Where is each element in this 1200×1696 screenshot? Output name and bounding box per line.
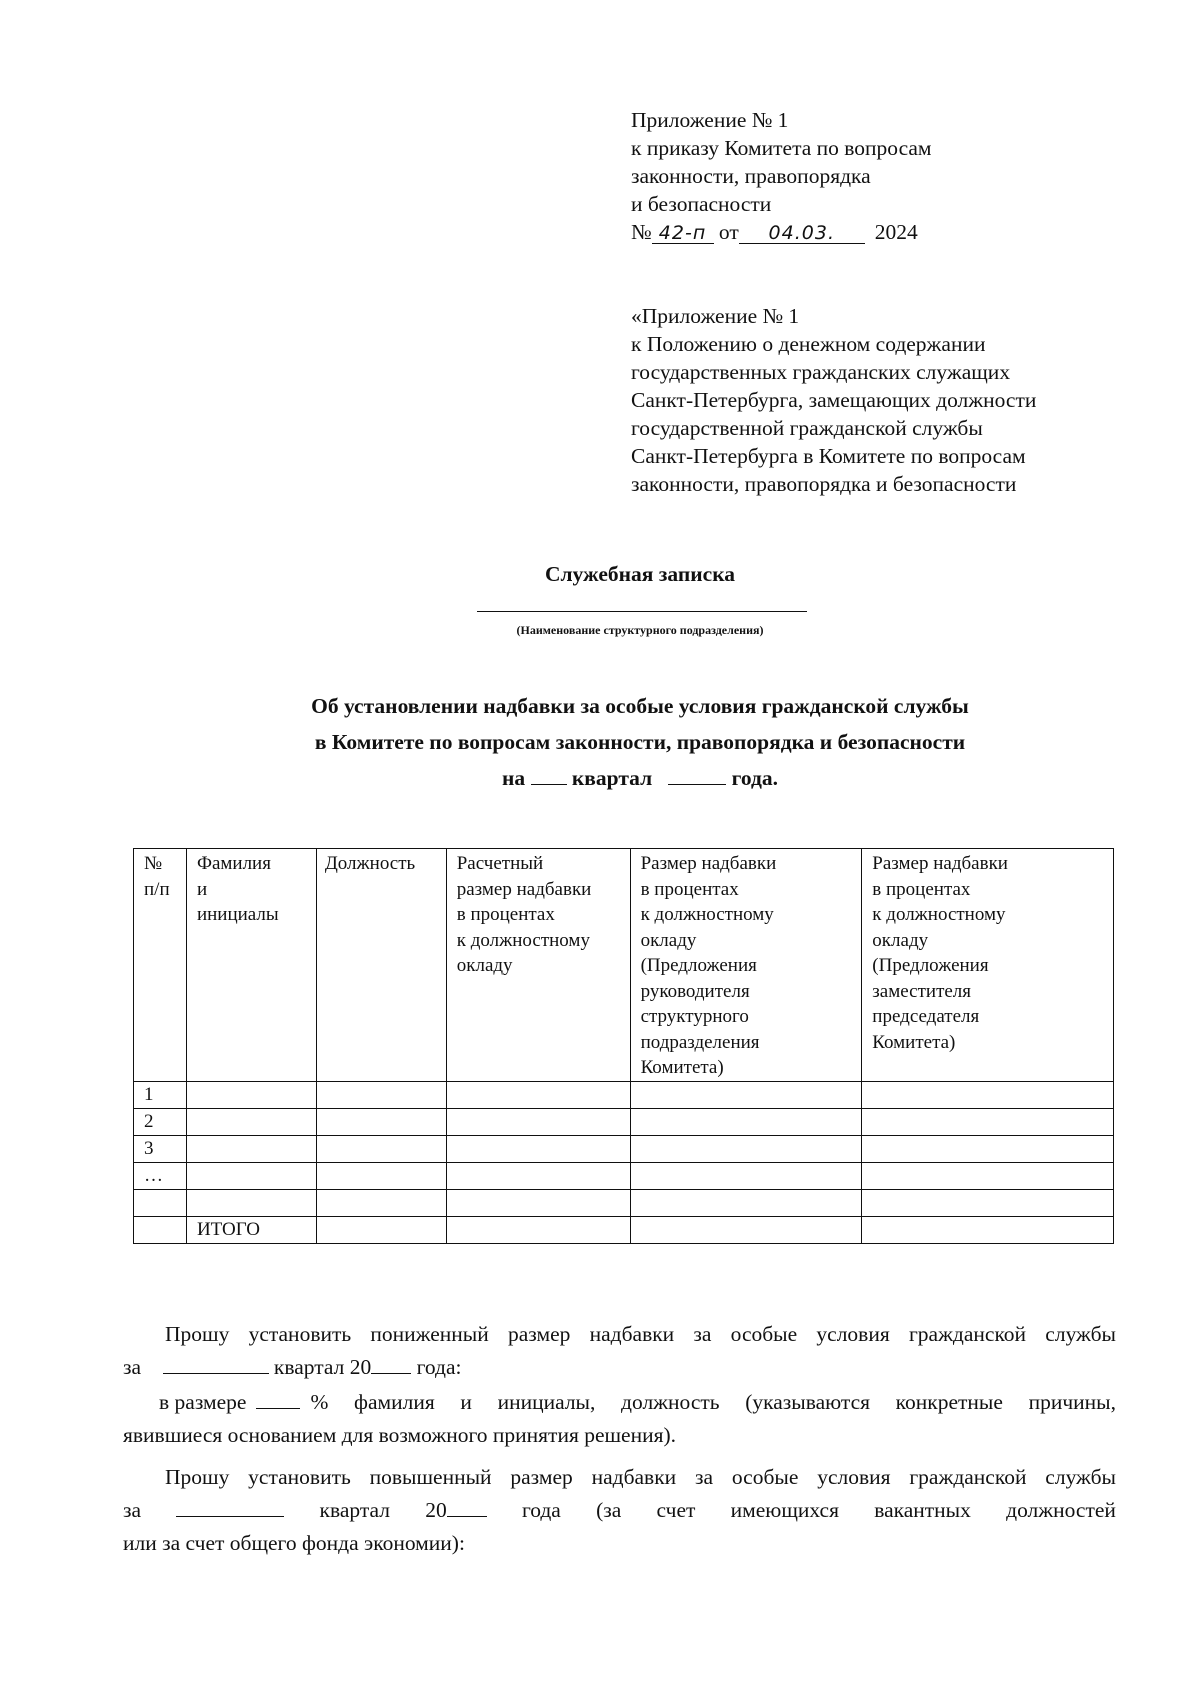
table-cell [186, 1108, 316, 1135]
header-fullname [186, 849, 316, 1082]
word: года [521, 1498, 561, 1522]
heading-quarter: квартал [571, 766, 653, 790]
table-cell [630, 1189, 862, 1216]
header-number [134, 849, 187, 1082]
table-cell [630, 1081, 862, 1108]
paragraph-line: или за счет общего фонда экономии): [123, 1531, 465, 1555]
appendix-regulation-line: Санкт-Петербурга в Комитете по вопросам [631, 444, 1026, 468]
appendix-regulation-line: законности, правопорядка и безопасности [631, 472, 1017, 496]
table-cell [862, 1216, 1114, 1243]
header-text: Комитета) [872, 1031, 956, 1053]
paragraph-increased [123, 1461, 1116, 1560]
memo-title: Служебная записка [544, 562, 736, 586]
header-text: в процентах [456, 904, 555, 925]
header-text: Должность [324, 853, 416, 874]
header-text: окладу [872, 929, 929, 951]
table-cell [446, 1081, 630, 1108]
table-cell [446, 1162, 630, 1189]
text-amount: в размере [159, 1390, 247, 1414]
appendix-order-line: и безопасности [631, 192, 772, 216]
table-cell [316, 1216, 446, 1243]
year-blank [668, 766, 726, 785]
table-cell: 2 [134, 1108, 187, 1135]
table-cell [186, 1081, 316, 1108]
table-cell [446, 1108, 630, 1135]
word: счет [656, 1498, 696, 1522]
table-cell [186, 1162, 316, 1189]
memo-heading-period [0, 760, 1200, 796]
table-row [134, 1081, 1114, 1108]
header-text: подразделения [640, 1031, 760, 1053]
table-cell [862, 1081, 1114, 1108]
header-text: к должностному [456, 929, 590, 951]
header-text: Комитета) [640, 1057, 724, 1078]
order-year: 2024 [874, 220, 918, 244]
word: за [123, 1498, 142, 1522]
header-text: размер надбавки [456, 878, 592, 900]
handwritten-order-number: 42-п [652, 223, 714, 244]
table-cell: 3 [134, 1135, 187, 1162]
table-cell [630, 1216, 862, 1243]
word: имеющихся [730, 1498, 839, 1522]
paragraph-line [123, 1386, 1116, 1419]
quarter-blank [176, 1498, 284, 1517]
year-field [425, 1494, 487, 1527]
table-cell: … [134, 1162, 187, 1189]
order-number-line [631, 218, 1131, 246]
table-cell [134, 1216, 187, 1243]
paragraph-decreased [123, 1318, 1116, 1384]
header-text: (Предложения [640, 955, 757, 976]
header-text: структурного [640, 1006, 749, 1027]
unit-name-blank [477, 611, 807, 612]
header-text: к должностному [640, 904, 774, 925]
table-row [134, 1162, 1114, 1189]
appendix-regulation-line: к Положению о денежном содержании [631, 332, 986, 356]
table-cell [446, 1135, 630, 1162]
heading-on: на [502, 766, 526, 790]
allowance-table [133, 848, 1114, 1244]
header-text: (Предложения [872, 955, 989, 976]
year-blank [447, 1498, 487, 1517]
text-quarter: квартал 20 [273, 1355, 372, 1379]
paragraph-line [123, 1494, 1116, 1527]
appendix-regulation-line: Санкт-Петербурга, замещающих должности [631, 388, 1037, 412]
appendix-regulation-line: государственных гражданских служащих [631, 360, 1011, 384]
header-position [316, 849, 446, 1082]
appendix-order-line: к приказу Комитета по вопросам [631, 136, 932, 160]
table-cell [862, 1162, 1114, 1189]
table-row [134, 1135, 1114, 1162]
handwritten-order-date: 04.03. [739, 223, 865, 244]
date-prefix: от [718, 220, 739, 244]
paragraph-line: явившиеся основанием для возможного принятия решения). [123, 1423, 677, 1447]
text-za: за [123, 1355, 142, 1379]
total-label: ИТОГО [186, 1216, 316, 1243]
header-text: Размер надбавки [640, 853, 777, 874]
table-cell [186, 1189, 316, 1216]
header-text: руководителя [640, 980, 750, 1002]
table-cell [134, 1189, 187, 1216]
header-text: председателя [872, 1006, 980, 1027]
appendix-order-line: Приложение № 1 [631, 108, 789, 132]
header-deputy-proposal [862, 849, 1114, 1082]
year-blank [371, 1355, 411, 1374]
number-prefix: № [631, 220, 652, 244]
text-reasons: % фамилия и инициалы, должность (указываются конкретные причины, [310, 1390, 1116, 1414]
header-text: в процентах [640, 878, 739, 900]
table-cell [316, 1162, 446, 1189]
paragraph-line: Прошу установить пониженный размер надбавки за особые условия гражданской службы [165, 1322, 1116, 1346]
word: должностей [1006, 1498, 1116, 1522]
header-text: к должностному [872, 904, 1006, 925]
table-cell [630, 1162, 862, 1189]
table-cell [630, 1135, 862, 1162]
table-cell [186, 1135, 316, 1162]
table-row [134, 1189, 1114, 1216]
percent-blank [256, 1390, 300, 1409]
header-text: окладу [640, 929, 697, 951]
header-text: инициалы [196, 904, 279, 925]
table-header-row [134, 849, 1114, 1082]
header-text: № [144, 853, 163, 874]
header-text: заместителя [872, 980, 972, 1002]
appendix-regulation-line: государственной гражданской службы [631, 416, 983, 440]
paragraph-amount [123, 1386, 1116, 1452]
table-cell [862, 1135, 1114, 1162]
table-total-row [134, 1216, 1114, 1243]
memo-heading-line: Об установлении надбавки за особые условия гражданской службы [311, 694, 969, 718]
table-cell [316, 1135, 446, 1162]
unit-name-caption: (Наименование структурного подразделения) [516, 623, 764, 637]
word: вакантных [874, 1498, 971, 1522]
table-cell [630, 1108, 862, 1135]
appendix-order-block [631, 106, 1131, 246]
header-calculated-size [446, 849, 630, 1082]
header-text: в процентах [872, 878, 971, 900]
heading-year: года. [731, 766, 778, 790]
memo-heading [0, 688, 1200, 796]
table-cell [446, 1216, 630, 1243]
header-text: п/п [144, 878, 170, 900]
table-cell [316, 1081, 446, 1108]
quarter-blank [163, 1355, 269, 1374]
quarter-blank [531, 766, 567, 785]
paragraph-line [123, 1351, 1116, 1384]
word: (за [596, 1498, 622, 1522]
table-cell [862, 1108, 1114, 1135]
table-cell [446, 1189, 630, 1216]
appendix-regulation-line: «Приложение № 1 [631, 304, 800, 328]
memo-heading-line: в Комитете по вопросам законности, правопорядка и безопасности [314, 730, 966, 754]
word: квартал [319, 1498, 390, 1522]
table-cell [316, 1108, 446, 1135]
header-text: Фамилия [196, 853, 271, 874]
table-cell: 1 [134, 1081, 187, 1108]
appendix-regulation-block [631, 302, 1131, 498]
header-head-proposal [630, 849, 862, 1082]
table-row [134, 1108, 1114, 1135]
paragraph-line: Прошу установить повышенный размер надбавки за особые условия гражданской службы [165, 1465, 1116, 1489]
header-text: окладу [456, 955, 513, 976]
table-cell [862, 1189, 1114, 1216]
header-text: Размер надбавки [872, 853, 1008, 874]
table-cell [316, 1189, 446, 1216]
header-text: и [196, 878, 208, 900]
word: 20 [425, 1498, 447, 1522]
appendix-order-line: законности, правопорядка [631, 164, 871, 188]
text-year: года: [416, 1355, 462, 1379]
header-text: Расчетный [456, 853, 544, 874]
